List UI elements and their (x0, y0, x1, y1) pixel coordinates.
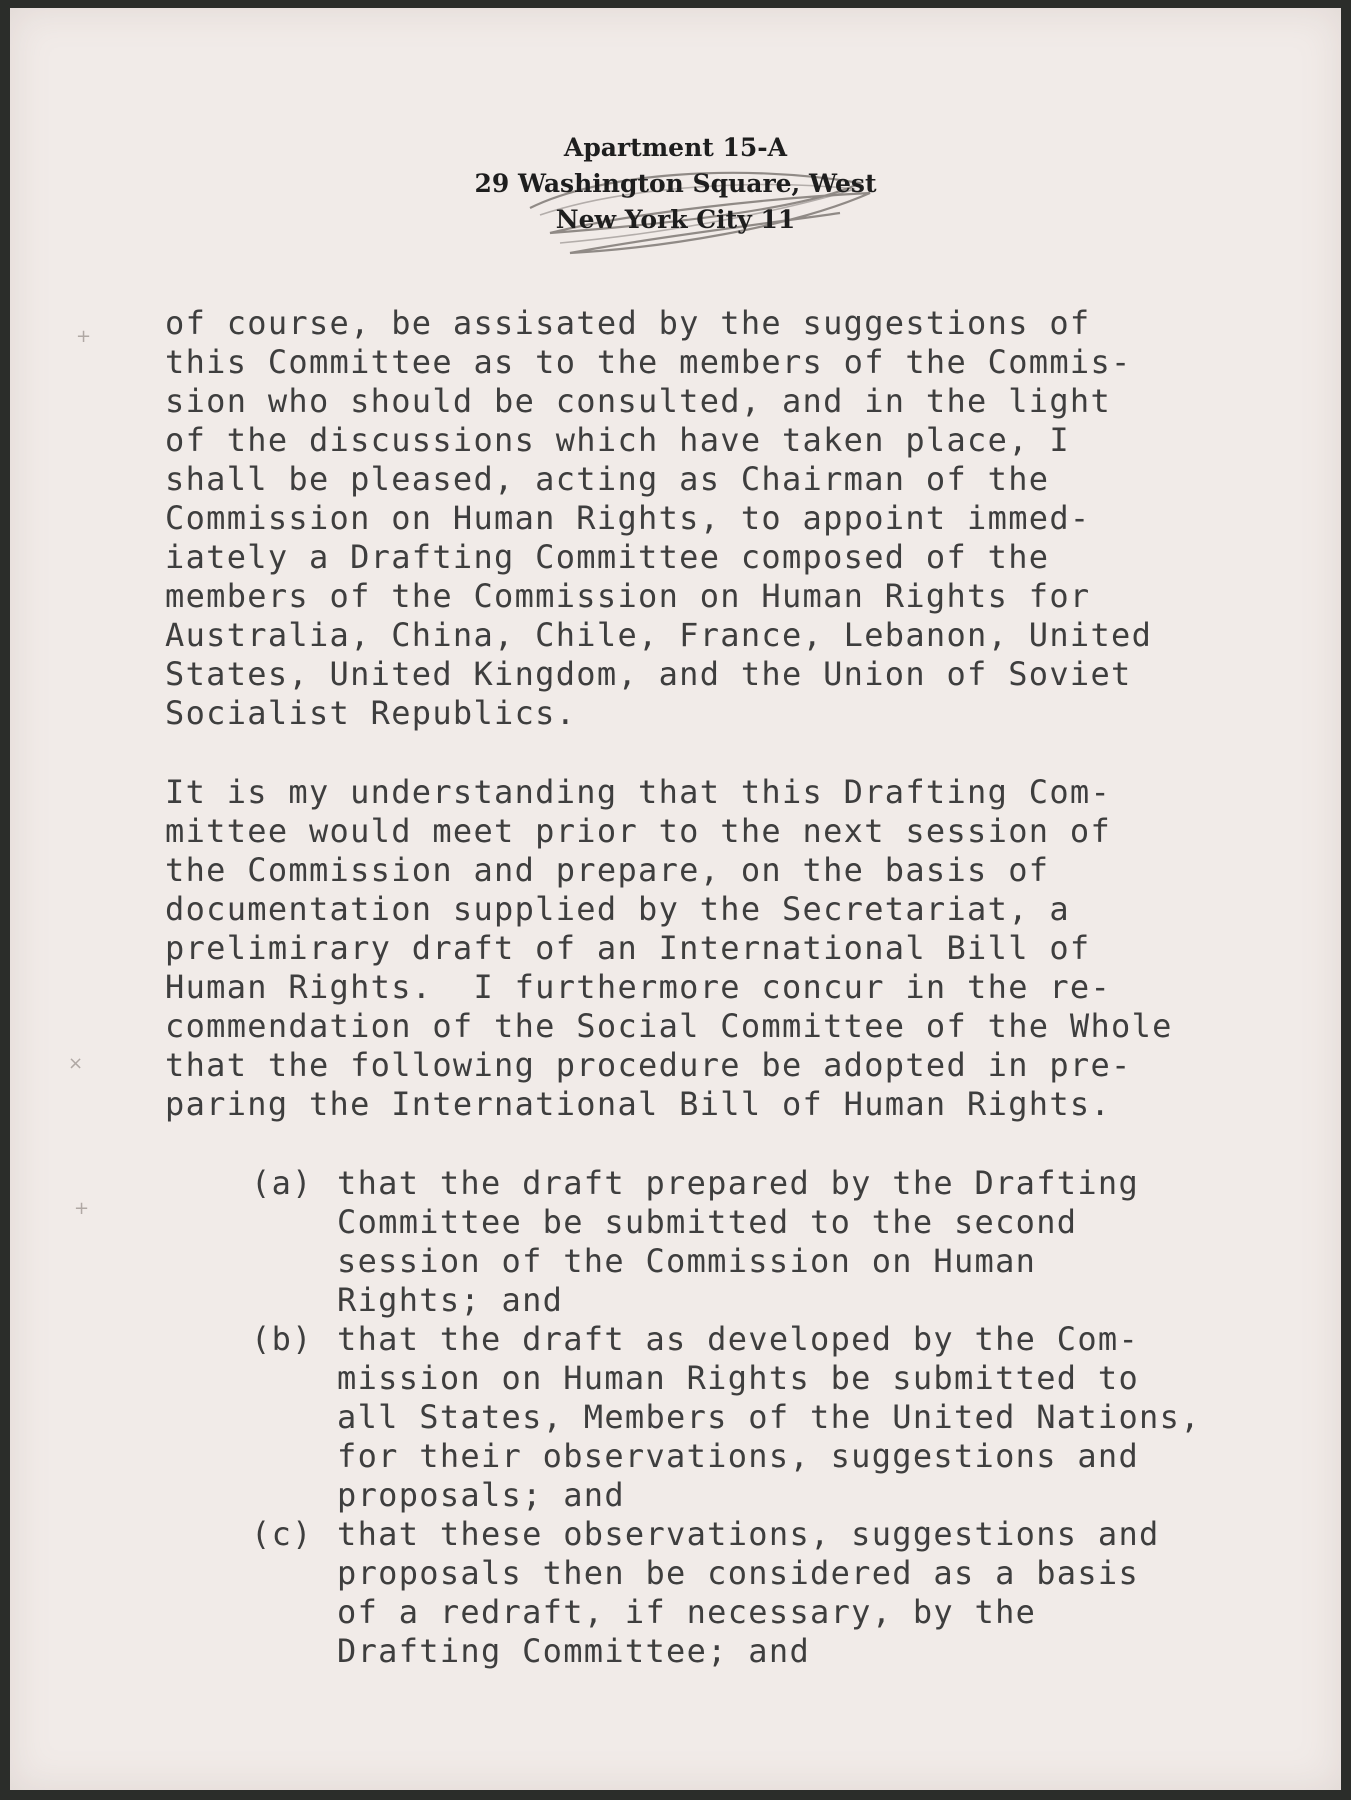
text-line: proposals; and (337, 1476, 625, 1514)
text-line: States, United Kingdom, and the Union of Soviet (165, 655, 1132, 693)
text-line: that the draft prepared by the Drafting (337, 1164, 1140, 1202)
letterhead-apartment: Apartment 15-A (563, 133, 788, 162)
letterhead (10, 130, 1341, 238)
text-line: mission on Human Rights be submitted to (337, 1359, 1140, 1397)
text-line: Commission on Human Rights, to appoint immed- (165, 499, 1091, 537)
letter-body (165, 304, 1295, 1671)
text-line: session of the Commission on Human (337, 1242, 1037, 1280)
text-line: sion who should be consulted, and in the light (165, 382, 1112, 420)
paragraph-1 (165, 304, 1295, 733)
list-item (251, 1164, 1295, 1320)
text-line: of course, be assisated by the suggestions of (165, 304, 1091, 342)
text-line: of the discussions which have taken place, I (165, 421, 1070, 459)
paragraph-2 (165, 773, 1295, 1124)
text-line: the Commission and prepare, on the basis of (165, 851, 1050, 889)
text-line: mittee would meet prior to the next session of (165, 812, 1112, 850)
text-line: paring the International Bill of Human Rights. (165, 1085, 1112, 1123)
margin-tick-mark: + (76, 326, 92, 347)
text-line: Rights; and (337, 1281, 564, 1319)
list-item-marker: (b) (251, 1320, 313, 1358)
text-line: that these observations, suggestions and (337, 1515, 1160, 1553)
procedure-list (165, 1164, 1295, 1671)
text-line: documentation supplied by the Secretariat, a (165, 890, 1070, 928)
list-item-text (337, 1164, 1295, 1320)
text-line: Socialist Republics. (165, 694, 577, 732)
letterhead-street: 29 Washington Square, West (474, 169, 877, 198)
text-line: It is my understanding that this Drafting Com- (165, 773, 1112, 811)
text-line: this Committee as to the members of the Commis- (165, 343, 1132, 381)
text-line: Australia, China, Chile, France, Lebanon, United (165, 616, 1153, 654)
text-line: of a redraft, if necessary, by the (337, 1593, 1037, 1631)
text-line: that the draft as developed by the Com- (337, 1320, 1140, 1358)
text-line: Committee be submitted to the second (337, 1203, 1078, 1241)
text-line: that the following procedure be adopted in pre- (165, 1046, 1132, 1084)
text-line: Drafting Committee; and (337, 1632, 811, 1670)
text-line: for their observations, suggestions and (337, 1437, 1140, 1475)
letter-page (10, 8, 1341, 1790)
list-item-text (337, 1515, 1295, 1671)
text-line: members of the Commission on Human Rights for (165, 577, 1091, 615)
text-line: shall be pleased, acting as Chairman of the (165, 460, 1050, 498)
list-item (251, 1515, 1295, 1671)
margin-tick-mark: + (74, 1198, 90, 1219)
margin-tick-mark: × (68, 1053, 84, 1074)
list-item-marker: (a) (251, 1164, 313, 1202)
text-line: iately a Drafting Committee composed of the (165, 538, 1050, 576)
text-line: Human Rights. I furthermore concur in the re- (165, 968, 1112, 1006)
list-item (251, 1320, 1295, 1515)
letterhead-city: New York City 11 (555, 205, 796, 234)
list-item-marker: (c) (251, 1515, 313, 1553)
text-line: commendation of the Social Committee of the Whole (165, 1007, 1173, 1045)
list-item-text (337, 1320, 1295, 1515)
text-line: prelimirary draft of an International Bill of (165, 929, 1091, 967)
text-line: all States, Members of the United Nations, (337, 1398, 1201, 1436)
text-line: proposals then be considered as a basis (337, 1554, 1140, 1592)
